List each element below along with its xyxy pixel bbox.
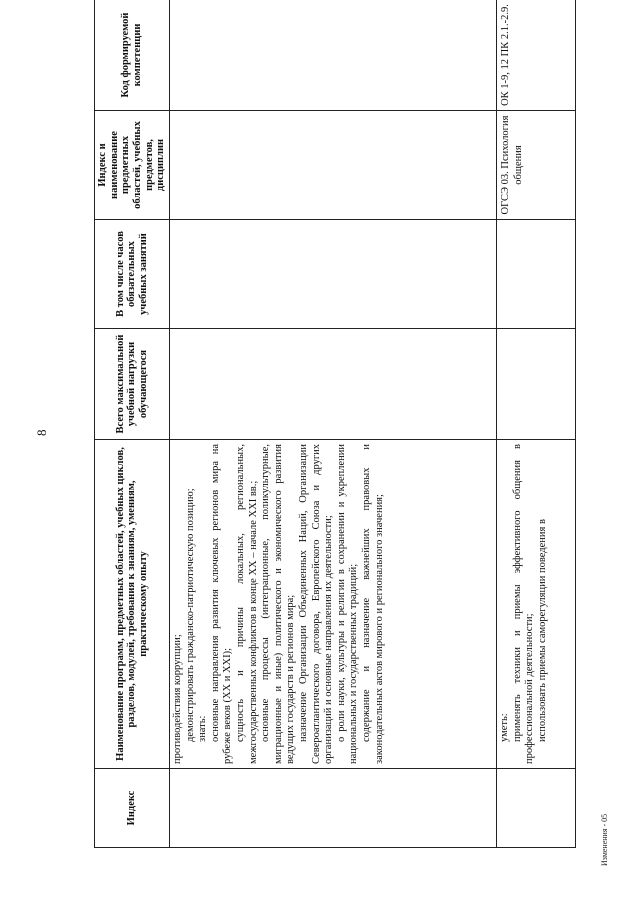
requirement-line: применять техники и приемы эффективного общения в профессиональной деятельности; (511, 444, 536, 764)
footer-revision-note: Изменения - 05 (600, 813, 609, 866)
cell-mandatory-hours (170, 220, 497, 329)
header-index: Индекс (95, 769, 170, 848)
requirement-line: демонстрировать гражданско-патриотическую позицию; (184, 488, 196, 742)
requirement-line: уметь: (499, 713, 510, 742)
cell-index (170, 769, 497, 848)
requirement-line: назначение Организации Объединенных Наций, Организации Североатлантического договора, Европейского Союза и других организаций и основные направления их деятельности; (297, 444, 335, 764)
header-discipline-index: Индекс и наименование предметных областей, учебных предметов, дисциплин (95, 111, 170, 220)
requirement-line: основные процессы (интеграционные, поликультурные, миграционные и иные) политического и экономического развития ведущих государств и регионов мира; (260, 444, 297, 764)
cell-mandatory-hours (497, 220, 576, 329)
header-competence-code: Код формируемой компетенции (95, 0, 170, 111)
requirement-line: знать: (197, 715, 209, 742)
requirement-line: основные направления развития ключевых регионов мира на рубеже веков (XX и XXI); (209, 444, 234, 764)
header-mandatory-hours: В том числе часов обязательных учебных занятий (95, 220, 170, 329)
cell-requirements (497, 440, 576, 769)
cell-discipline: ОГСЭ 03. Психология общения (497, 111, 576, 220)
cell-max-load (170, 329, 497, 440)
page-number: 8 (34, 429, 49, 436)
cell-requirements (170, 440, 497, 769)
requirement-line: о роли науки, культуры и религии в сохранении и укреплении национальных и государственных традиций; (335, 444, 360, 764)
table-row (497, 0, 576, 848)
cell-discipline (170, 111, 497, 220)
header-name: Наименование программ, предметных областей, учебных циклов, разделов, модулей, требования к знаниям, умениям, практическому опыту (95, 440, 170, 769)
cell-competence: ОК 1-9, 12 ПК 2.1.-2.9. (497, 0, 576, 111)
header-max-load: Всего максимальной учебной нагрузки обучающегося (95, 329, 170, 440)
rotated-table-page (94, 4, 570, 848)
cell-index (497, 769, 576, 848)
curriculum-table (94, 0, 576, 848)
requirement-line: сущность и причины локальных, региональных, межгосударственных конфликтов в конце XX – начале XXI вв.; (234, 444, 259, 764)
table-header-row (95, 0, 170, 848)
table-row (170, 0, 497, 848)
cell-max-load (497, 329, 576, 440)
requirement-line: противодействия коррупции; (172, 634, 183, 764)
cell-competence (170, 0, 497, 111)
requirement-line: содержание и назначение важнейших правовых и законодательных актов мирового и регионального значения; (360, 444, 385, 764)
requirement-line: использовать приемы саморегуляции поведения в (536, 519, 548, 742)
